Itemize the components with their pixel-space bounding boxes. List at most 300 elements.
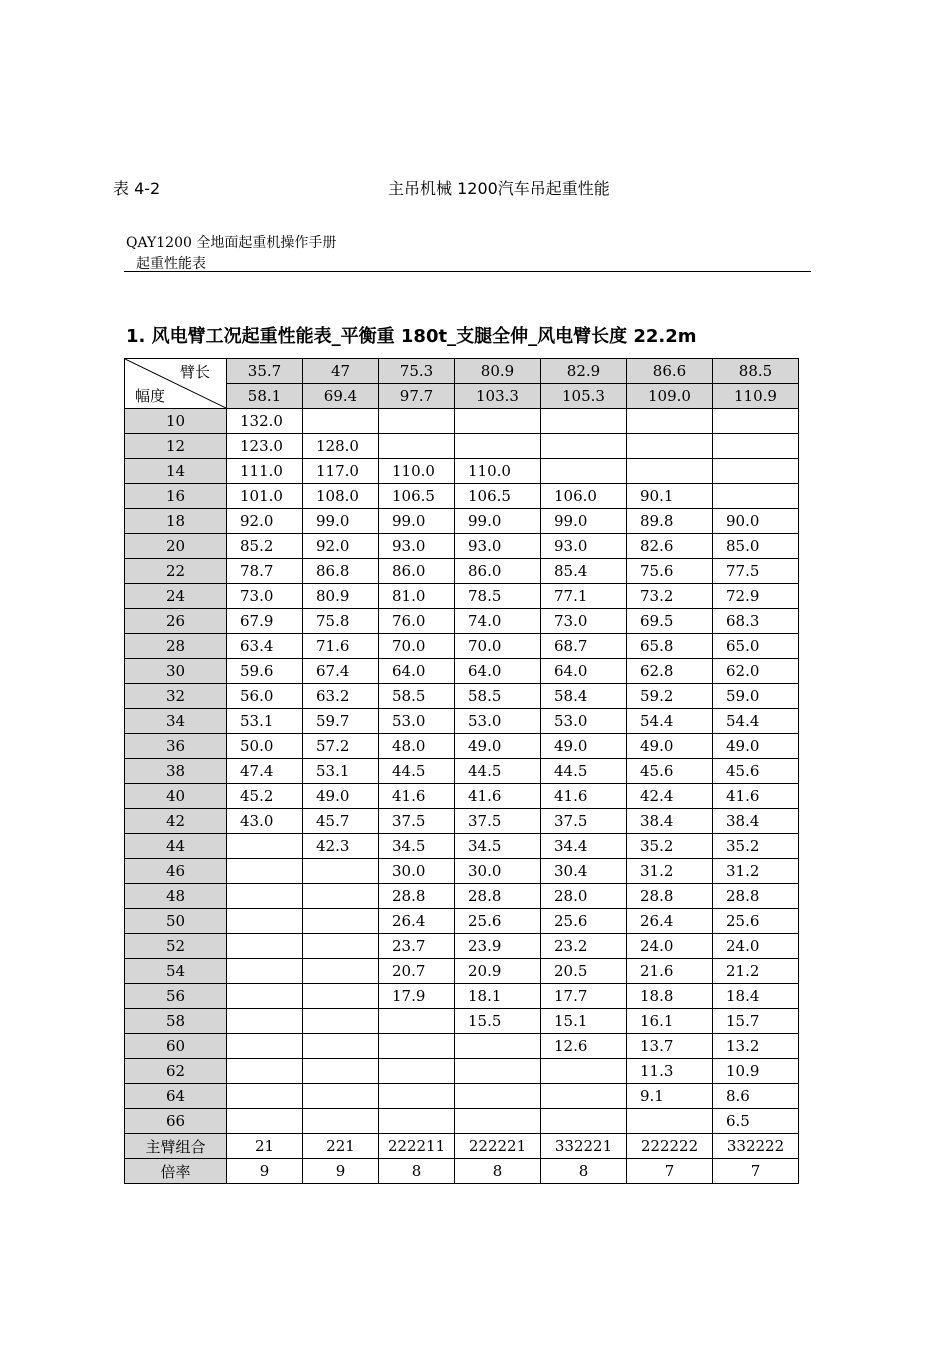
table-row <box>125 784 799 809</box>
table-row <box>125 684 799 709</box>
capacity-cell: 49.0 <box>455 734 541 759</box>
radius-cell: 18 <box>125 509 227 534</box>
reeving-cell: 8 <box>455 1159 541 1184</box>
boom-length-cell: 97.7 <box>379 384 455 409</box>
capacity-cell: 31.2 <box>627 859 713 884</box>
boom-length-cell: 103.3 <box>455 384 541 409</box>
capacity-cell <box>227 959 303 984</box>
capacity-cell: 41.6 <box>455 784 541 809</box>
capacity-cell: 77.5 <box>713 559 799 584</box>
capacity-cell <box>541 1059 627 1084</box>
capacity-cell: 42.3 <box>303 834 379 859</box>
capacity-cell: 37.5 <box>379 809 455 834</box>
capacity-cell <box>379 1084 455 1109</box>
capacity-cell: 17.7 <box>541 984 627 1009</box>
capacity-cell: 81.0 <box>379 584 455 609</box>
table-row <box>125 934 799 959</box>
capacity-cell: 49.0 <box>627 734 713 759</box>
capacity-cell: 99.0 <box>455 509 541 534</box>
capacity-cell: 85.4 <box>541 559 627 584</box>
radius-cell: 26 <box>125 609 227 634</box>
capacity-cell: 28.0 <box>541 884 627 909</box>
boom-length-cell: 58.1 <box>227 384 303 409</box>
capacity-cell: 28.8 <box>627 884 713 909</box>
reeving-row <box>125 1159 799 1184</box>
capacity-cell <box>713 484 799 509</box>
capacity-cell: 21.2 <box>713 959 799 984</box>
table-row <box>125 834 799 859</box>
capacity-cell <box>455 1109 541 1134</box>
capacity-cell: 30.4 <box>541 859 627 884</box>
capacity-cell <box>627 459 713 484</box>
boom-length-cell: 86.6 <box>627 359 713 384</box>
boom-length-cell: 88.5 <box>713 359 799 384</box>
radius-cell: 60 <box>125 1034 227 1059</box>
table-row <box>125 584 799 609</box>
capacity-cell: 70.0 <box>455 634 541 659</box>
radius-cell: 38 <box>125 759 227 784</box>
capacity-cell: 64.0 <box>379 659 455 684</box>
capacity-cell: 28.8 <box>455 884 541 909</box>
capacity-cell <box>713 459 799 484</box>
capacity-cell: 62.0 <box>713 659 799 684</box>
capacity-cell <box>379 1059 455 1084</box>
capacity-cell <box>303 884 379 909</box>
capacity-cell: 30.0 <box>379 859 455 884</box>
capacity-cell <box>627 434 713 459</box>
header-rule <box>124 271 811 272</box>
radius-cell: 56 <box>125 984 227 1009</box>
capacity-cell <box>303 934 379 959</box>
boom-combination-label: 主臂组合 <box>125 1134 227 1159</box>
capacity-cell <box>303 1009 379 1034</box>
capacity-cell <box>303 1109 379 1134</box>
boom-combination-cell: 332222 <box>713 1134 799 1159</box>
capacity-cell: 90.0 <box>713 509 799 534</box>
capacity-cell: 106.0 <box>541 484 627 509</box>
capacity-cell <box>627 409 713 434</box>
capacity-cell: 20.9 <box>455 959 541 984</box>
radius-cell: 66 <box>125 1109 227 1134</box>
capacity-cell: 67.4 <box>303 659 379 684</box>
capacity-cell <box>303 909 379 934</box>
capacity-cell: 58.5 <box>455 684 541 709</box>
capacity-cell: 42.4 <box>627 784 713 809</box>
capacity-cell: 73.0 <box>541 609 627 634</box>
capacity-cell: 10.9 <box>713 1059 799 1084</box>
capacity-cell: 44.5 <box>541 759 627 784</box>
radius-cell: 24 <box>125 584 227 609</box>
reeving-cell: 9 <box>303 1159 379 1184</box>
capacity-cell <box>627 1109 713 1134</box>
table-row <box>125 859 799 884</box>
capacity-cell: 64.0 <box>455 659 541 684</box>
table-row <box>125 1084 799 1109</box>
boom-combination-cell: 222222 <box>627 1134 713 1159</box>
capacity-cell <box>379 1109 455 1134</box>
capacity-cell: 18.4 <box>713 984 799 1009</box>
capacity-cell <box>303 409 379 434</box>
boom-length-cell: 80.9 <box>455 359 541 384</box>
capacity-cell: 72.9 <box>713 584 799 609</box>
capacity-cell: 16.1 <box>627 1009 713 1034</box>
capacity-cell <box>455 1034 541 1059</box>
capacity-cell: 67.9 <box>227 609 303 634</box>
table-row <box>125 409 799 434</box>
capacity-cell: 45.7 <box>303 809 379 834</box>
table-row <box>125 534 799 559</box>
capacity-cell: 57.2 <box>303 734 379 759</box>
capacity-cell: 9.1 <box>627 1084 713 1109</box>
table-row <box>125 1034 799 1059</box>
boom-combination-cell: 222221 <box>455 1134 541 1159</box>
table-row <box>125 759 799 784</box>
capacity-cell: 75.8 <box>303 609 379 634</box>
capacity-cell: 35.2 <box>713 834 799 859</box>
capacity-cell: 65.8 <box>627 634 713 659</box>
capacity-cell: 65.0 <box>713 634 799 659</box>
capacity-cell: 6.5 <box>713 1109 799 1134</box>
capacity-cell <box>227 909 303 934</box>
capacity-cell: 108.0 <box>303 484 379 509</box>
capacity-cell <box>303 1034 379 1059</box>
radius-cell: 30 <box>125 659 227 684</box>
radius-cell: 40 <box>125 784 227 809</box>
boom-length-cell: 105.3 <box>541 384 627 409</box>
capacity-cell: 53.1 <box>303 759 379 784</box>
capacity-cell <box>713 434 799 459</box>
capacity-cell <box>303 1084 379 1109</box>
reeving-cell: 7 <box>627 1159 713 1184</box>
capacity-cell: 59.7 <box>303 709 379 734</box>
capacity-cell <box>379 409 455 434</box>
capacity-cell: 92.0 <box>227 509 303 534</box>
radius-cell: 22 <box>125 559 227 584</box>
capacity-cell: 37.5 <box>455 809 541 834</box>
capacity-cell: 110.0 <box>455 459 541 484</box>
radius-cell: 10 <box>125 409 227 434</box>
boom-length-label: 臂长 <box>179 363 210 381</box>
manual-title: QAY1200 全地面起重机操作手册 <box>126 235 337 251</box>
capacity-cell: 86.0 <box>455 559 541 584</box>
capacity-cell <box>227 1109 303 1134</box>
capacity-cell: 101.0 <box>227 484 303 509</box>
radius-cell: 46 <box>125 859 227 884</box>
reeving-cell: 7 <box>713 1159 799 1184</box>
capacity-cell <box>227 884 303 909</box>
table-row <box>125 709 799 734</box>
capacity-cell: 73.2 <box>627 584 713 609</box>
capacity-cell: 44.5 <box>379 759 455 784</box>
table-row <box>125 1059 799 1084</box>
capacity-cell: 48.0 <box>379 734 455 759</box>
capacity-cell <box>227 984 303 1009</box>
capacity-cell: 44.5 <box>455 759 541 784</box>
capacity-cell: 26.4 <box>379 909 455 934</box>
capacity-cell: 53.0 <box>455 709 541 734</box>
capacity-cell: 23.9 <box>455 934 541 959</box>
radius-cell: 32 <box>125 684 227 709</box>
capacity-cell: 43.0 <box>227 809 303 834</box>
table-row <box>125 734 799 759</box>
capacity-cell: 78.5 <box>455 584 541 609</box>
radius-cell: 14 <box>125 459 227 484</box>
capacity-cell: 111.0 <box>227 459 303 484</box>
table-row <box>125 609 799 634</box>
capacity-cell: 34.5 <box>455 834 541 859</box>
capacity-cell: 93.0 <box>541 534 627 559</box>
table-row <box>125 434 799 459</box>
capacity-cell <box>541 1109 627 1134</box>
capacity-cell: 45.6 <box>713 759 799 784</box>
capacity-cell: 26.4 <box>627 909 713 934</box>
radius-cell: 12 <box>125 434 227 459</box>
capacity-cell <box>303 959 379 984</box>
capacity-cell: 73.0 <box>227 584 303 609</box>
capacity-cell: 77.1 <box>541 584 627 609</box>
table-row <box>125 884 799 909</box>
reeving-cell: 9 <box>227 1159 303 1184</box>
capacity-cell: 58.5 <box>379 684 455 709</box>
capacity-cell: 38.4 <box>713 809 799 834</box>
capacity-cell: 93.0 <box>455 534 541 559</box>
boom-length-cell: 69.4 <box>303 384 379 409</box>
capacity-cell: 25.6 <box>713 909 799 934</box>
table-row <box>125 1009 799 1034</box>
reeving-label: 倍率 <box>125 1159 227 1184</box>
capacity-cell: 53.1 <box>227 709 303 734</box>
capacity-cell: 23.2 <box>541 934 627 959</box>
capacity-cell <box>227 1034 303 1059</box>
capacity-cell: 106.5 <box>379 484 455 509</box>
capacity-cell <box>541 1084 627 1109</box>
capacity-cell: 74.0 <box>455 609 541 634</box>
capacity-cell: 53.0 <box>541 709 627 734</box>
capacity-cell: 99.0 <box>379 509 455 534</box>
table-row <box>125 634 799 659</box>
capacity-cell: 110.0 <box>379 459 455 484</box>
capacity-cell <box>303 984 379 1009</box>
reeving-cell: 8 <box>541 1159 627 1184</box>
load-chart-body <box>125 409 799 1134</box>
capacity-cell: 80.9 <box>303 584 379 609</box>
capacity-cell <box>303 859 379 884</box>
capacity-cell: 24.0 <box>627 934 713 959</box>
capacity-cell: 56.0 <box>227 684 303 709</box>
radius-cell: 16 <box>125 484 227 509</box>
capacity-cell: 37.5 <box>541 809 627 834</box>
capacity-cell: 41.6 <box>713 784 799 809</box>
boom-combination-cell: 21 <box>227 1134 303 1159</box>
capacity-cell <box>541 459 627 484</box>
capacity-cell: 23.7 <box>379 934 455 959</box>
capacity-cell <box>455 409 541 434</box>
capacity-cell: 50.0 <box>227 734 303 759</box>
capacity-cell: 59.2 <box>627 684 713 709</box>
capacity-cell <box>379 1034 455 1059</box>
capacity-cell: 53.0 <box>379 709 455 734</box>
capacity-cell: 31.2 <box>713 859 799 884</box>
radius-cell: 58 <box>125 1009 227 1034</box>
capacity-cell: 25.6 <box>455 909 541 934</box>
capacity-cell <box>227 1084 303 1109</box>
corner-header-cell <box>125 359 227 409</box>
capacity-cell: 13.7 <box>627 1034 713 1059</box>
capacity-cell: 132.0 <box>227 409 303 434</box>
capacity-cell <box>455 1084 541 1109</box>
capacity-cell: 68.3 <box>713 609 799 634</box>
radius-cell: 64 <box>125 1084 227 1109</box>
capacity-cell: 34.5 <box>379 834 455 859</box>
capacity-cell: 45.2 <box>227 784 303 809</box>
capacity-cell: 123.0 <box>227 434 303 459</box>
capacity-cell: 59.6 <box>227 659 303 684</box>
capacity-cell: 59.0 <box>713 684 799 709</box>
radius-cell: 42 <box>125 809 227 834</box>
table-row <box>125 459 799 484</box>
capacity-cell: 64.0 <box>541 659 627 684</box>
manual-subtitle: 起重性能表 <box>136 256 206 272</box>
radius-cell: 28 <box>125 634 227 659</box>
boom-length-cell: 109.0 <box>627 384 713 409</box>
capacity-cell: 92.0 <box>303 534 379 559</box>
table-row <box>125 809 799 834</box>
capacity-cell: 12.6 <box>541 1034 627 1059</box>
capacity-cell <box>541 434 627 459</box>
capacity-cell: 30.0 <box>455 859 541 884</box>
capacity-cell: 86.8 <box>303 559 379 584</box>
capacity-cell: 63.4 <box>227 634 303 659</box>
section-title: 1. 风电臂工况起重性能表_平衡重 180t_支腿全伸_风电臂长度 22.2m <box>126 326 697 347</box>
capacity-cell: 90.1 <box>627 484 713 509</box>
capacity-cell: 86.0 <box>379 559 455 584</box>
table-row <box>125 559 799 584</box>
capacity-cell: 63.2 <box>303 684 379 709</box>
radius-cell: 48 <box>125 884 227 909</box>
capacity-cell: 20.7 <box>379 959 455 984</box>
capacity-cell: 18.8 <box>627 984 713 1009</box>
radius-cell: 34 <box>125 709 227 734</box>
capacity-cell: 11.3 <box>627 1059 713 1084</box>
radius-cell: 20 <box>125 534 227 559</box>
capacity-cell: 18.1 <box>455 984 541 1009</box>
reeving-cell: 8 <box>379 1159 455 1184</box>
boom-combination-cell: 221 <box>303 1134 379 1159</box>
radius-label: 幅度 <box>135 387 166 405</box>
boom-length-cell: 35.7 <box>227 359 303 384</box>
capacity-cell: 82.6 <box>627 534 713 559</box>
boom-length-cell: 110.9 <box>713 384 799 409</box>
capacity-cell: 8.6 <box>713 1084 799 1109</box>
capacity-cell: 54.4 <box>627 709 713 734</box>
capacity-cell <box>455 434 541 459</box>
table-row <box>125 509 799 534</box>
capacity-cell: 25.6 <box>541 909 627 934</box>
capacity-cell <box>541 409 627 434</box>
capacity-cell: 17.9 <box>379 984 455 1009</box>
capacity-cell <box>303 1059 379 1084</box>
capacity-cell <box>227 834 303 859</box>
capacity-cell: 75.6 <box>627 559 713 584</box>
boom-combination-cell: 332221 <box>541 1134 627 1159</box>
capacity-cell: 49.0 <box>541 734 627 759</box>
boom-length-cell: 82.9 <box>541 359 627 384</box>
capacity-cell <box>455 1059 541 1084</box>
capacity-cell: 49.0 <box>713 734 799 759</box>
capacity-cell: 62.8 <box>627 659 713 684</box>
radius-cell: 62 <box>125 1059 227 1084</box>
capacity-cell: 54.4 <box>713 709 799 734</box>
boom-combination-row <box>125 1134 799 1159</box>
capacity-cell <box>379 434 455 459</box>
radius-cell: 36 <box>125 734 227 759</box>
capacity-cell <box>227 1009 303 1034</box>
capacity-cell: 21.6 <box>627 959 713 984</box>
capacity-cell: 93.0 <box>379 534 455 559</box>
capacity-cell: 38.4 <box>627 809 713 834</box>
capacity-cell <box>227 859 303 884</box>
capacity-cell: 20.5 <box>541 959 627 984</box>
capacity-cell: 117.0 <box>303 459 379 484</box>
table-caption-title: 主吊机械 1200汽车吊起重性能 <box>388 179 610 198</box>
radius-cell: 52 <box>125 934 227 959</box>
capacity-cell: 34.4 <box>541 834 627 859</box>
table-row <box>125 959 799 984</box>
radius-cell: 54 <box>125 959 227 984</box>
table-row <box>125 984 799 1009</box>
capacity-cell: 15.5 <box>455 1009 541 1034</box>
capacity-cell: 85.0 <box>713 534 799 559</box>
boom-length-row-1 <box>125 359 799 384</box>
capacity-cell <box>227 934 303 959</box>
capacity-cell <box>713 409 799 434</box>
radius-cell: 44 <box>125 834 227 859</box>
capacity-cell: 49.0 <box>303 784 379 809</box>
table-number-caption: 表 4-2 <box>113 179 161 198</box>
capacity-cell <box>227 1059 303 1084</box>
capacity-cell: 41.6 <box>541 784 627 809</box>
capacity-cell: 15.1 <box>541 1009 627 1034</box>
capacity-cell: 28.8 <box>713 884 799 909</box>
capacity-cell: 78.7 <box>227 559 303 584</box>
table-row <box>125 484 799 509</box>
boom-length-cell: 47 <box>303 359 379 384</box>
capacity-cell: 35.2 <box>627 834 713 859</box>
boom-combination-cell: 222211 <box>379 1134 455 1159</box>
radius-cell: 50 <box>125 909 227 934</box>
capacity-cell: 47.4 <box>227 759 303 784</box>
capacity-cell: 85.2 <box>227 534 303 559</box>
boom-length-cell: 75.3 <box>379 359 455 384</box>
capacity-cell: 68.7 <box>541 634 627 659</box>
capacity-cell: 69.5 <box>627 609 713 634</box>
load-chart-table <box>124 358 799 1184</box>
capacity-cell: 24.0 <box>713 934 799 959</box>
table-row <box>125 659 799 684</box>
table-row <box>125 1109 799 1134</box>
capacity-cell: 45.6 <box>627 759 713 784</box>
capacity-cell: 41.6 <box>379 784 455 809</box>
capacity-cell: 89.8 <box>627 509 713 534</box>
capacity-cell: 58.4 <box>541 684 627 709</box>
capacity-cell: 71.6 <box>303 634 379 659</box>
capacity-cell: 13.2 <box>713 1034 799 1059</box>
capacity-cell: 76.0 <box>379 609 455 634</box>
capacity-cell: 99.0 <box>303 509 379 534</box>
capacity-cell: 28.8 <box>379 884 455 909</box>
capacity-cell <box>379 1009 455 1034</box>
table-row <box>125 909 799 934</box>
